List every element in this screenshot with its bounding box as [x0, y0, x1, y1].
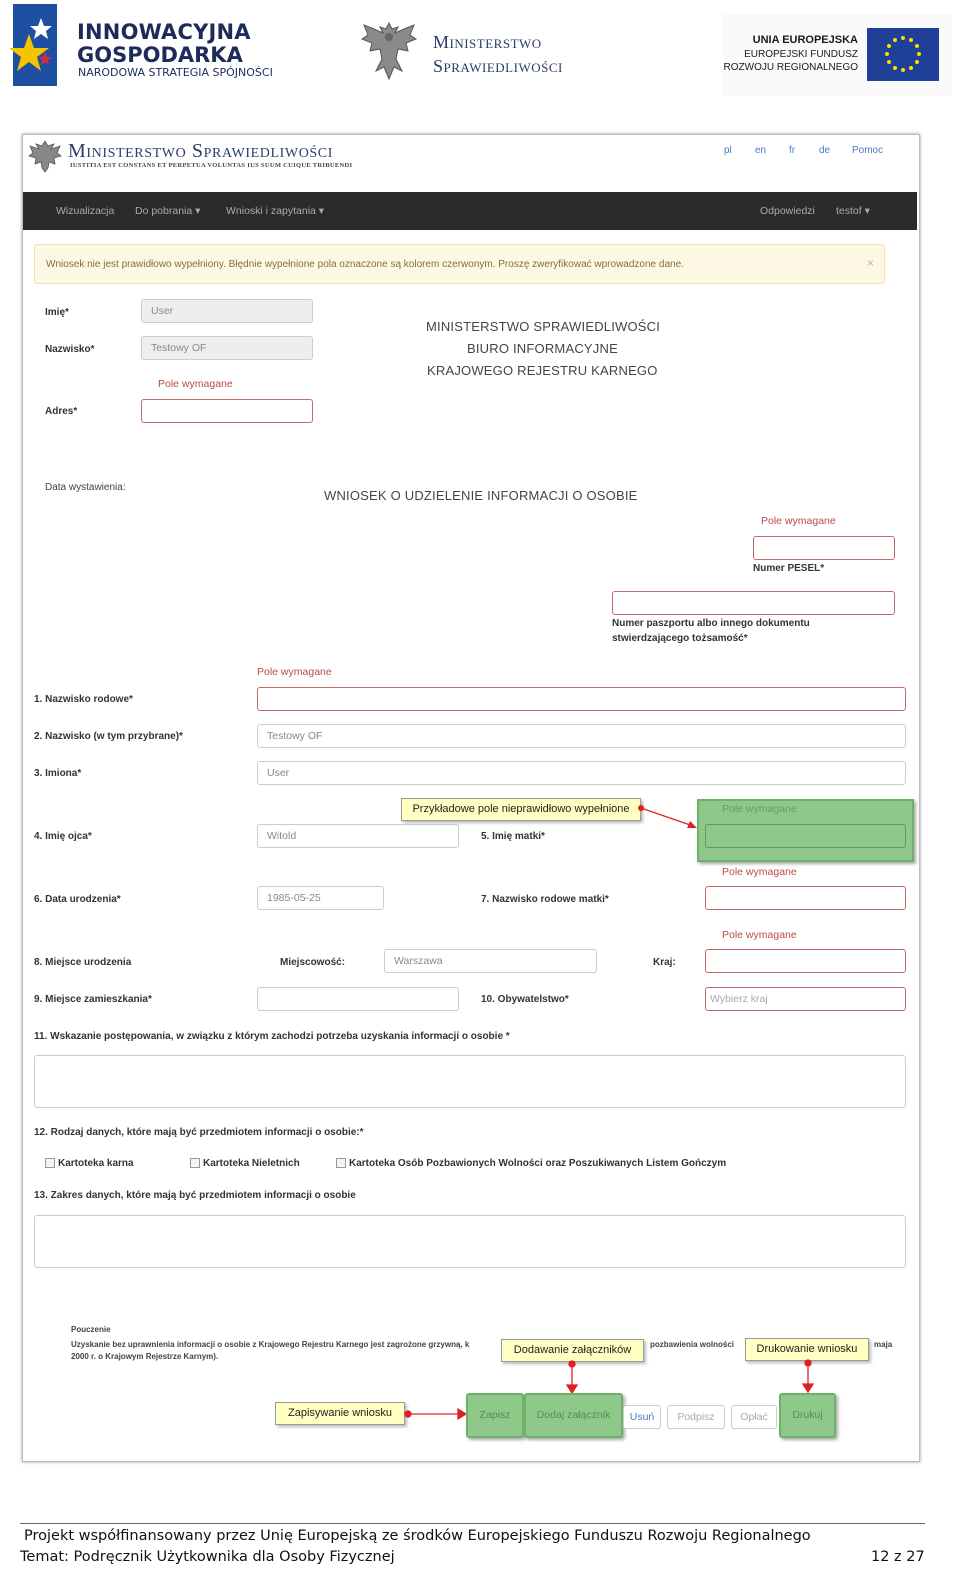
- app-screenshot: [22, 134, 920, 1462]
- f5-required: Pole wymagane: [722, 803, 797, 815]
- f7-required: Pole wymagane: [722, 866, 797, 878]
- adres-required: Pole wymagane: [158, 378, 233, 390]
- kraj-label: Kraj:: [653, 957, 676, 968]
- save-button[interactable]: Zapisz: [466, 1393, 524, 1438]
- f12-label: 12. Rodzaj danych, które mają być przedmiotem informacji o osobie:*: [34, 1127, 364, 1138]
- nav-odpowiedzi[interactable]: Odpowiedzi: [760, 205, 815, 217]
- footer-line1: Projekt współfinansowany przez Unię Europejską ze środków Europejskiego Funduszu Rozwoju Regionalnego: [24, 1528, 811, 1544]
- lang-fr-link[interactable]: fr: [789, 145, 796, 156]
- f9-label: 9. Miejsce zamieszkania*: [34, 994, 152, 1005]
- ig-line2: GOSPODARKA: [77, 43, 243, 67]
- f4-label: 4. Imię ojca*: [34, 831, 92, 842]
- org-line1: MINISTERSTWO SPRAWIEDLIWOŚCI: [426, 319, 661, 334]
- help-link[interactable]: Pomoc: [852, 145, 884, 156]
- f4-input[interactable]: Witold: [257, 824, 459, 848]
- pesel-required: Pole wymagane: [761, 515, 836, 527]
- cb-kartoteka-nieletnich-label: Kartoteka Nieletnich: [203, 1158, 300, 1169]
- f7-label: 7. Nazwisko rodowe matki*: [481, 894, 609, 905]
- f6-label: 6. Data urodzenia*: [34, 894, 121, 905]
- pouczenie-line1a: Uzyskanie bez uprawnienia informacji o osobie z Krajowego Rejestru Karnego jest zagrożone grzywną, k: [71, 1340, 470, 1349]
- nav-do-pobrania[interactable]: Do pobrania ▾: [135, 205, 201, 217]
- alert-close-icon[interactable]: ×: [866, 256, 874, 270]
- f5-label: 5. Imię matki*: [481, 831, 545, 842]
- f1-label: 1. Nazwisko rodowe*: [34, 694, 133, 705]
- nav-user-menu[interactable]: testof ▾: [836, 205, 870, 217]
- f2-label: 2. Nazwisko (w tym przybrane)*: [34, 731, 183, 742]
- f3-input[interactable]: User: [257, 761, 906, 785]
- nazwisko-input[interactable]: Testowy OF: [141, 336, 313, 360]
- callout-invalid-field: Przykładowe pole nieprawidłowo wypełnione: [401, 798, 641, 821]
- imie-label: Imię*: [45, 307, 69, 318]
- data-wystawienia-label: Data wystawienia:: [45, 482, 126, 493]
- nav-wnioski[interactable]: Wnioski i zapytania ▾: [226, 205, 325, 217]
- footer-divider: [20, 1523, 925, 1524]
- eagle-emblem-icon: [358, 19, 420, 83]
- lang-pl-link[interactable]: pl: [724, 145, 732, 156]
- pesel-label: Numer PESEL*: [753, 563, 825, 574]
- app-motto: IUSTITIA EST CONSTANS ET PERPETUA VOLUNTAS IUS SUUM CUIQUE TRIBUENDI: [70, 162, 353, 169]
- cb-kartoteka-pozbawionych-label: Kartoteka Osób Pozbawionych Wolności oraz Poszukiwanych Listem Gończym: [349, 1158, 727, 1169]
- form-title: WNIOSEK O UDZIELENIE INFORMACJI O OSOBIE: [324, 488, 638, 503]
- callout-print: Drukowanie wniosku: [745, 1338, 869, 1361]
- ig-line1: INNOWACYJNA: [77, 20, 251, 44]
- f8-label: 8. Miejsce urodzenia: [34, 957, 132, 968]
- imie-input[interactable]: User: [141, 299, 313, 323]
- lang-en-link[interactable]: en: [755, 145, 767, 156]
- annotation-arrows-icon: [23, 135, 920, 1462]
- callout-save: Zapisywanie wniosku: [275, 1402, 405, 1425]
- footer-line2: Temat: Podręcznik Użytkownika dla Osoby Fizycznej: [20, 1549, 395, 1565]
- callout-attachments: Dodawanie załączników: [501, 1339, 644, 1362]
- footer-page-number: 12 z 27: [871, 1549, 925, 1565]
- delete-button[interactable]: Usuń: [623, 1405, 661, 1429]
- f10-select[interactable]: Wybierz kraj: [705, 987, 906, 1011]
- ministry-line2: Sprawiedliwości: [433, 56, 563, 76]
- f11-label: 11. Wskazanie postępowania, w związku z którym zachodzi potrzeba uzyskania informacji o osobie *: [34, 1031, 510, 1042]
- passport-label-1: Numer paszportu albo innego dokumentu: [612, 618, 810, 629]
- eu-flag-icon: [867, 28, 939, 81]
- alert-text: Wniosek nie jest prawidłowo wypełniony. Błędnie wypełnione pola oznaczone są kolorem czerwonym. Proszę zweryfikować wprowadzone dane.: [46, 259, 684, 270]
- f1-required: Pole wymagane: [257, 666, 332, 678]
- f10-label: 10. Obywatelstwo*: [481, 994, 569, 1005]
- add-attachment-button[interactable]: Dodaj załącznik: [524, 1393, 623, 1438]
- ig-star-icon: [5, 4, 57, 86]
- app-title: Ministerstwo Sprawiedliwości: [68, 140, 334, 162]
- eu-logo: [723, 14, 952, 96]
- sign-button[interactable]: Podpisz: [667, 1405, 725, 1429]
- eu-line2: EUROPEJSKI FUNDUSZ: [744, 49, 858, 60]
- pouczenie-line1b: pozbawienia wolności: [650, 1340, 735, 1349]
- pay-button[interactable]: Opłać: [731, 1405, 777, 1429]
- kraj-required: Pole wymagane: [722, 929, 797, 941]
- eu-line1: UNIA EUROPEJSKA: [752, 34, 858, 46]
- nazwisko-label: Nazwisko*: [45, 344, 95, 355]
- org-line2: BIURO INFORMACYJNE: [467, 341, 618, 356]
- ig-line3: NARODOWA STRATEGIA SPÓJNOŚCI: [78, 66, 273, 79]
- eu-line3: ROZWOJU REGIONALNEGO: [723, 62, 858, 73]
- pouczenie-line2: 2000 r. o Krajowym Rejestrze Karnym).: [71, 1352, 219, 1361]
- f13-label: 13. Zakres danych, które mają być przedmiotem informacji o osobie: [34, 1190, 356, 1201]
- pouczenie-title: Pouczenie: [71, 1325, 111, 1334]
- miejscowosc-input[interactable]: Warszawa: [384, 949, 597, 973]
- f3-label: 3. Imiona*: [34, 768, 82, 779]
- pouczenie-line1c: maja: [874, 1340, 893, 1349]
- miejscowosc-label: Miejscowość:: [280, 957, 346, 968]
- passport-label-2: stwierdzającego tożsamość*: [612, 633, 748, 644]
- print-button[interactable]: Drukuj: [779, 1393, 836, 1438]
- org-line3: KRAJOWEGO REJESTRU KARNEGO: [427, 363, 658, 378]
- lang-de-link[interactable]: de: [819, 145, 831, 156]
- cb-kartoteka-karna-label: Kartoteka karna: [58, 1158, 134, 1169]
- f6-input[interactable]: 1985-05-25: [257, 886, 384, 910]
- f2-input[interactable]: Testowy OF: [257, 724, 906, 748]
- adres-label: Adres*: [45, 406, 78, 417]
- ministry-line1: Ministerstwo: [433, 32, 542, 52]
- nav-wizualizacja[interactable]: Wizualizacja: [56, 205, 115, 217]
